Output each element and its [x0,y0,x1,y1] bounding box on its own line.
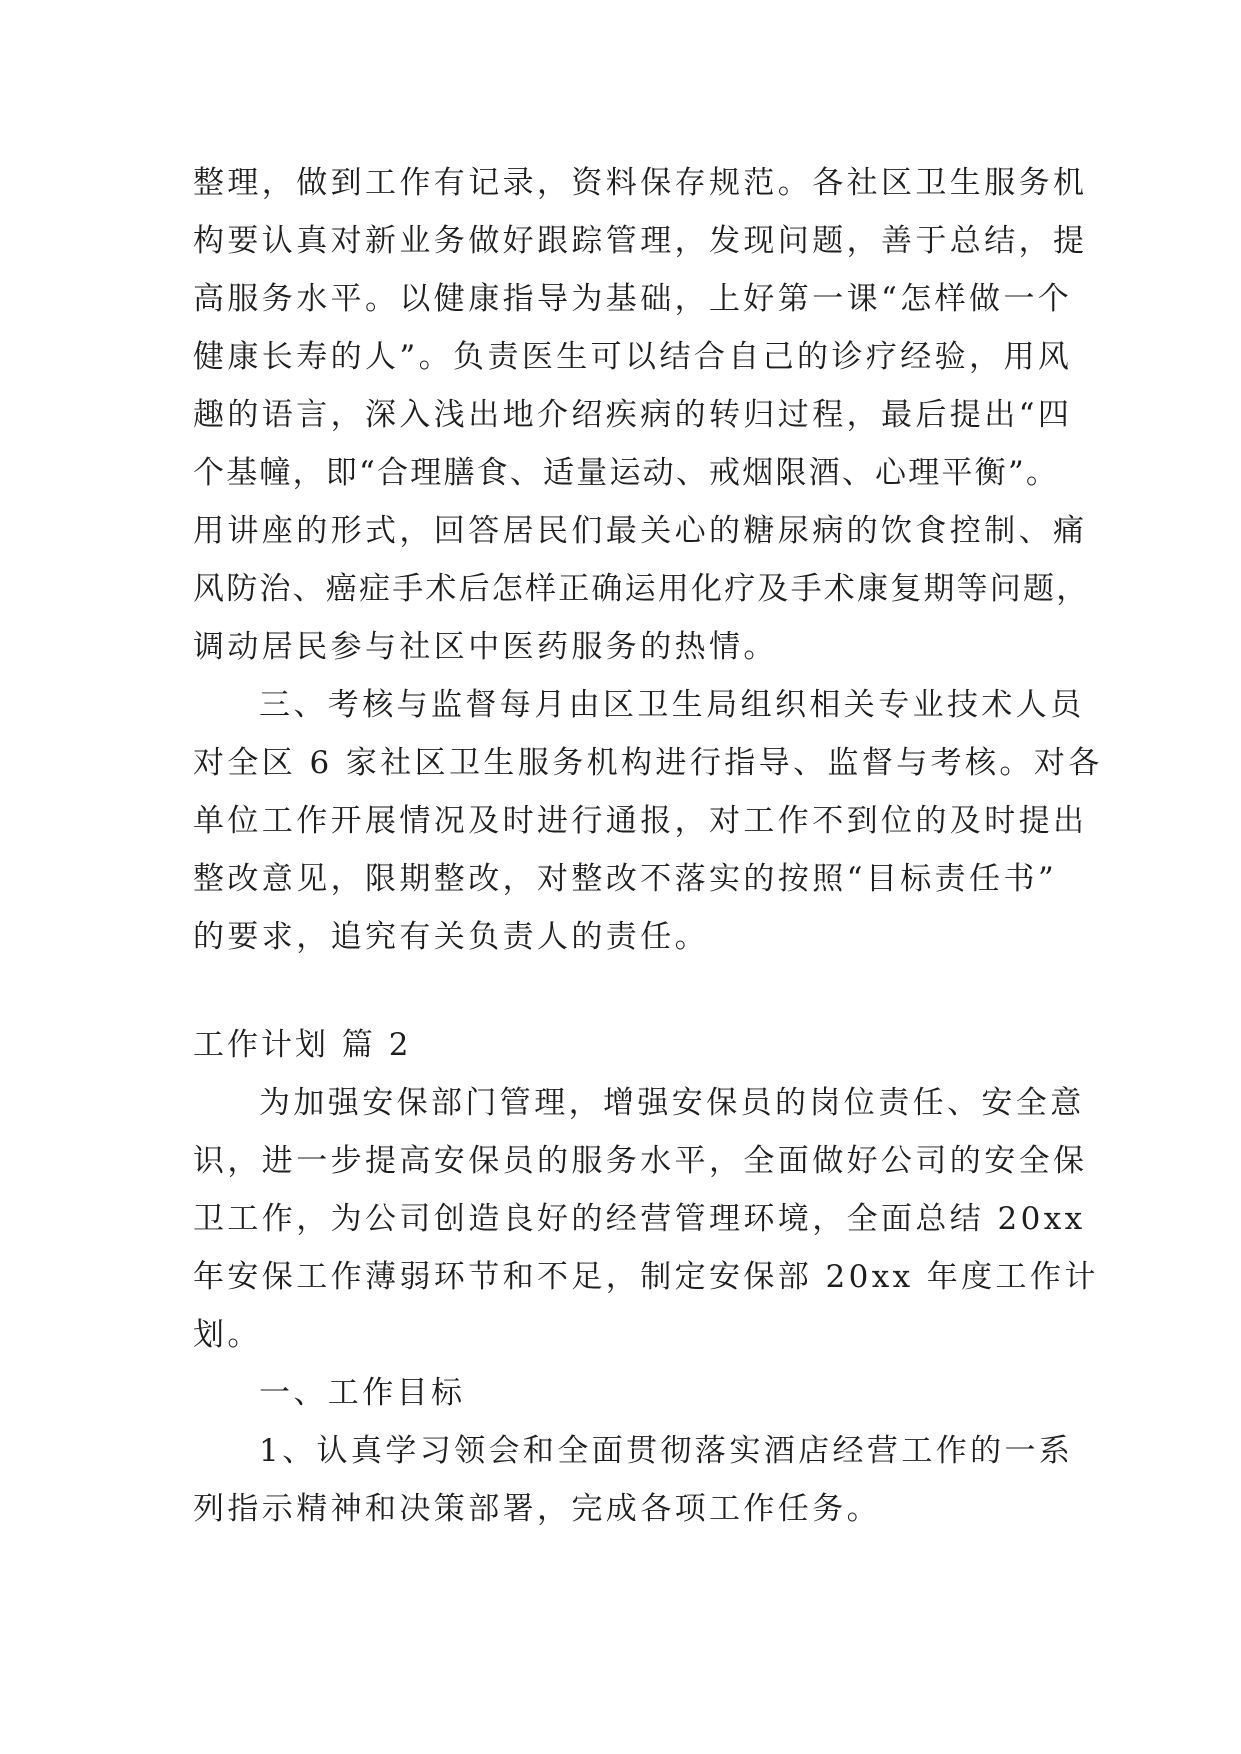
paragraph-security-intro [193,1074,1099,1364]
text-line: 卫工作，为公司创造良好的经营管理环境，全面总结 20xx [193,1201,1086,1237]
paragraph-assessment-supervision [193,676,1103,966]
text-line: 构要认真对新业务做好跟踪管理，发现问题，善于总结，提 [193,223,1088,259]
text-line: 调动居民参与社区中医药服务的热情。 [193,629,778,665]
text-line: 对全区 6 家社区卫生服务机构进行指导、监督与考核。对各 [193,745,1103,781]
text-line: 单位工作开展情况及时进行通报，对工作不到位的及时提出 [193,803,1088,839]
text-line: 列指示精神和决策部署，完成各项工作任务。 [193,1491,881,1527]
text-line: 三、考核与监督每月由区卫生局组织相关专业技术人员 [259,687,1085,723]
text-line: 1、认真学习领会和全面贯彻落实酒店经营工作的一系 [259,1433,1074,1469]
text-line: 趣的语言，深入浅出地介绍疾病的转归过程，最后提出“四 [193,397,1073,433]
list-item-goal-1 [193,1422,1074,1538]
text-line: 整改意见，限期整改，对整改不落实的按照“目标责任书” [193,861,1058,897]
text-line: 高服务水平。以健康指导为基础，上好第一课“怎样做一个 [193,281,1073,317]
section-gap [193,966,1063,1016]
text-line: 风防治、癌症手术后怎样正确运用化疗及手术康复期等问题， [193,571,1090,607]
document-body [193,154,1103,1538]
text-line: 健康长寿的人”。负责医生可以结合自己的诊疗经验，用风 [193,339,1073,375]
text-line: 整理，做到工作有记录，资料保存规范。各社区卫生服务机 [193,165,1088,201]
text-line: 识，进一步提高安保员的服务水平，全面做好公司的安全保 [193,1143,1088,1179]
subheading-work-goals: 一、工作目标 [259,1375,466,1411]
text-line: 个基幢，即“合理膳食、适量运动、戒烟限酒、心理平衡”。 [193,455,1060,491]
text-line: 划。 [193,1317,262,1353]
text-line: 年安保工作薄弱环节和不足，制定安保部 20xx 年度工作计 [193,1259,1099,1295]
text-line: 为加强安保部门管理，增强安保员的岗位责任、安全意 [259,1085,1085,1121]
text-line: 的要求，追究有关负责人的责任。 [193,919,709,955]
section-heading: 工作计划 篇 2 [193,1027,412,1063]
paragraph-community-health [193,154,1090,676]
text-line: 用讲座的形式，回答居民们最关心的糖尿病的饮食控制、痛 [193,513,1088,549]
